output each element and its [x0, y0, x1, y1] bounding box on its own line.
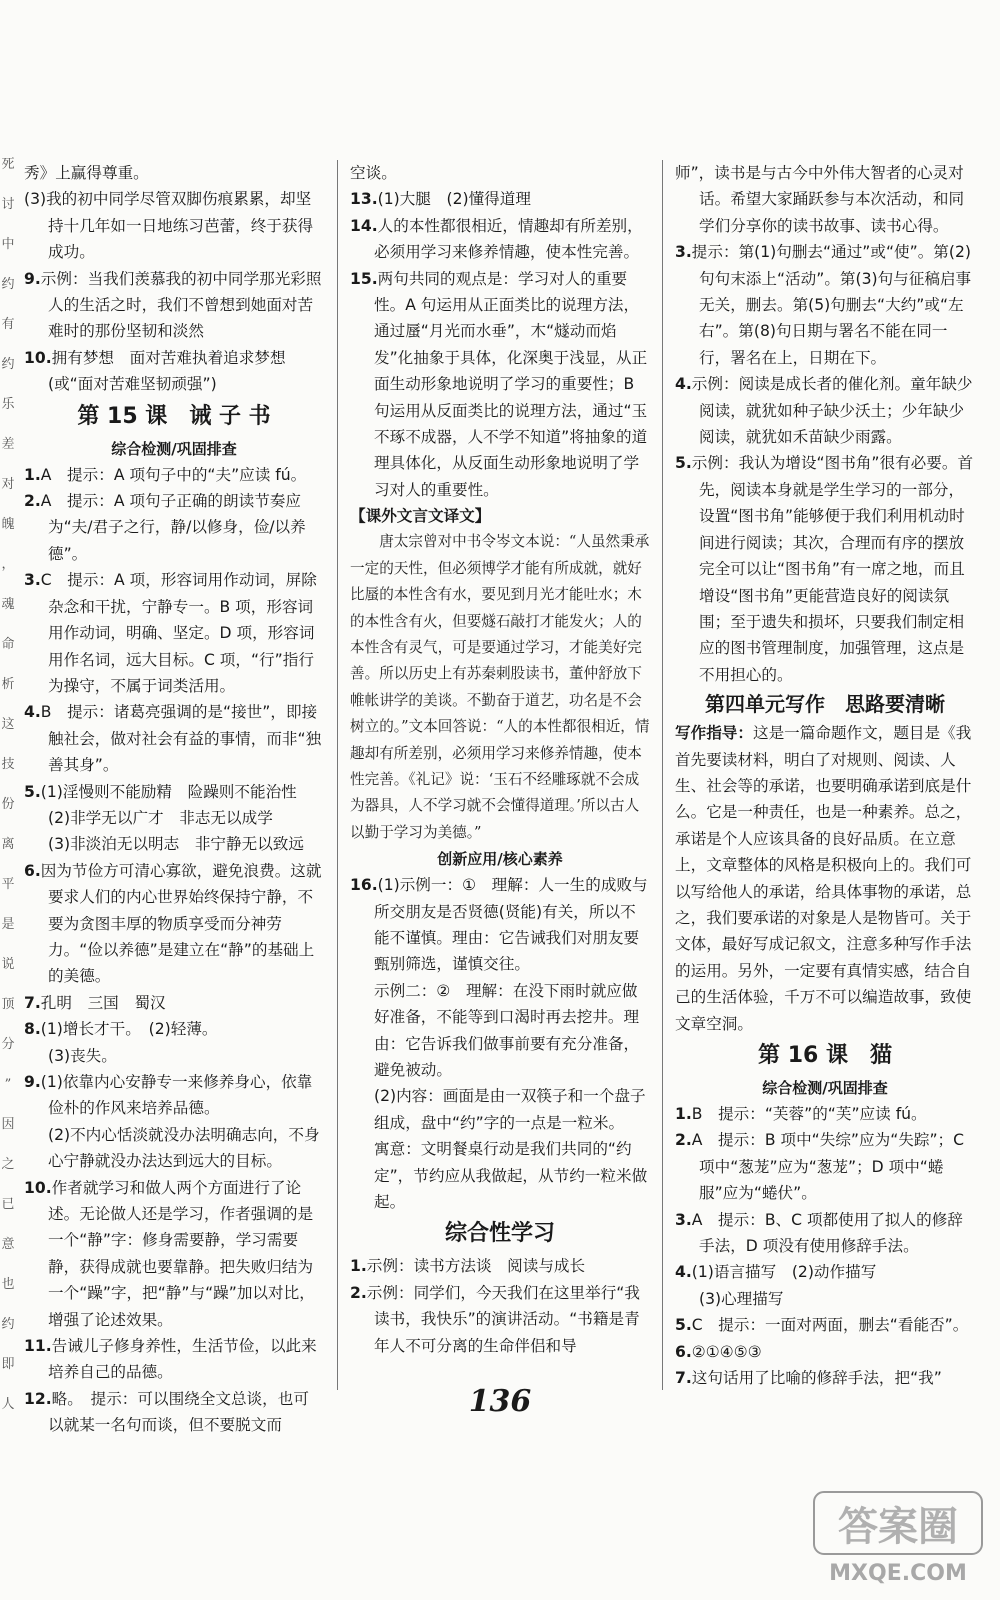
item-number: 15. [350, 269, 378, 288]
answer-item: 1.A 提示：A 项句子中的“夫”应读 fú。 [24, 465, 307, 484]
edge-char: 约 [1, 1317, 15, 1332]
answer-subitem: (3)丧失。 [48, 1046, 117, 1065]
answer-item: 5.示例：我认为增设“图书角”很有必要。首先，阅读本身就是学生学习的一部分，设置“图书角”能够便于我们利用机动时间进行阅读；其次，合理而有序的摆放完全可以让“图书角”有一席之地，而且增设“图书角”更能营造良好的阅读氛围；至于遗失和损坏，只要我们制定相应的图书管理制度，加强管理，这点是不用担心的。 [675, 454, 974, 684]
answer-item: 4.示例：阅读是成长者的催化剂。童年缺少阅读，就犹如种子缺少沃土；少年缺少阅读，就犹如禾苗缺少雨露。 [675, 375, 973, 447]
edge-char: 分 [1, 1037, 15, 1052]
edge-char: 对 [1, 477, 15, 492]
edge-char: 之 [1, 1157, 15, 1172]
answer-item: 4.B 提示：诸葛亮强调的是“接世”，即接触社会，做对社会有益的事情，而非“独善其身”。 [24, 703, 322, 775]
answer-item: 师”，读书是与古今中外伟大智者的心灵对话。希望大家踊跃参与本次活动，和同学们分享你的读书故事、读书心得。 [675, 164, 965, 235]
edge-char: 讨 [1, 197, 15, 212]
translation-text: 唐太宗曾对中书令岑文本说：“人虽然秉承一定的天性，但必须博学才能有所成就，就好比蜃的本性含有水，要见到月光才能吐水；木的本性含有火，但要燧石敲打才能发火；人的本性含有灵气，可是要通过学习，才能美好完善。所以历史上有苏秦刺股读书，董仲舒放下帷帐讲学的美谈。不勤奋于道艺，功名是不会树立的。”文本回答说：“人的本性都很相近，情趣却有所差别，必须用学习来修养情趣，使本性完善。《礼记》说：‘玉石不经雕琢就不会成为器具，人不学习就不会懂得道理。’所以古人以勤于学习为美德。” [350, 533, 650, 841]
answer-subitem: (2)不内心恬淡就没办法明确志向，不身心宁静就没办法达到远大的目标。 [48, 1125, 320, 1171]
section-heading: 综合检测/巩固排查 [762, 1079, 888, 1097]
answer-item: 11.告诫儿子修身养性，生活节俭，以此来培养自己的品德。 [24, 1337, 317, 1382]
answer-item: 13.(1)大腿 (2)懂得道理 [350, 190, 531, 209]
item-number: 9. [24, 1073, 41, 1091]
answer-item: 2.A 提示：A 项句子正确的朗读节奏应为“夫/君子之行，静/以修身，俭/以养德”。 [24, 492, 306, 563]
item-number: 5. [675, 454, 692, 473]
answer-item: 5.(1)淫慢则不能励精 险躁则不能治性 [24, 782, 297, 801]
writing-guide-label: 写作指导： [675, 724, 753, 743]
edge-char: ， [1, 557, 15, 572]
edge-char: 份 [1, 797, 15, 812]
answer-item: 4.(1)语言描写 (2)动作描写 [675, 1263, 877, 1282]
answer-item: 6.因为节俭方可清心寡欲，避免浪费。这就要求人们的内心世界始终保持宁静，不要为贪图丰厚的物质享受而分神劳力。“俭以养德”是建立在“静”的基础上的美德。 [24, 861, 322, 986]
answer-item: 9.(1)依靠内心安静专一来修养身心，依靠俭朴的作风来培养品德。 [24, 1073, 313, 1118]
edge-char: 命 [1, 637, 15, 652]
edge-char: 是 [1, 917, 15, 932]
column-divider [337, 160, 338, 1390]
answer-item: 空谈。 [350, 164, 397, 182]
answer-item: 12.略。 提示：可以围绕全文总谈，也可以就某一名句而谈，但不要脱文而 [24, 1389, 309, 1435]
answer-item: 2.示例：同学们，今天我们在这里举行“我读书，我快乐”的演讲活动。“书籍是青年人不可分离的生命伴侣和导 [350, 1283, 640, 1355]
column-middle [350, 160, 650, 1390]
watermark-sub-text: MXQE.COM [829, 1561, 967, 1586]
answer-subitem: (2)非学无以广才 非志无以成学 [48, 808, 273, 827]
item-number: 10. [24, 348, 52, 367]
answer-item: 10.拥有梦想 面对苦难执着追求梦想(或“面对苦难坚韧顽强”) [24, 348, 286, 394]
lesson-title: 第 16 课 猫 [758, 1043, 892, 1068]
answer-item: 2.A 提示：B 项中“失综”应为“失踪”；C 项中“葱茏”应为“葱茏”；D 项中“蜷服”应为“蜷伏”。 [675, 1131, 965, 1203]
item-number: 10. [24, 1178, 52, 1197]
answer-item: 14.人的本性都很相近，情趣却有所差别，必须用学习来修养情趣，使本性完善。 [350, 216, 643, 262]
item-number: 14. [350, 216, 378, 235]
answer-item: 9.示例：当我们羡慕我的初中同学那光彩照人的生活之时，我们不曾想到她面对苦难时的那份坚韧和淡然 [24, 269, 322, 341]
answer-item: 3.C 提示：A 项，形容词用作动词，屏除杂念和干扰，宁静专一。B 项，形容词用作动词，明确、坚定。D 项，形容词用作名词，远大目标。C 项，“行”指行为操守，不属于词类活用。 [24, 571, 317, 695]
answer-item: 6.②①④⑤③ [675, 1342, 762, 1361]
item-number: 16. [350, 876, 378, 895]
writing-guide: 写作指导：这是一篇命题作文，题目是《我首先要读材料，明白了对规则、阅读、人生、社会等的承诺，也要明确承诺到底是什么。它是一种责任，也是一种素养。总之，承诺是个人应该具备的良好品质。在立意上，文章整体的风格是积极向上的。我们可以写给他人的承诺，给具体事物的承诺，总之，我们要承诺的对象是人是物皆可。关于文体，最好写成记叙文，注意多种写作手法的运用。另外，一定要有真情实感，结合自己的生活体验，千万不可以编造故事，致使文章空洞。 [675, 724, 972, 1033]
answer-item: 1.示例：读书方法谈 阅读与成长 [350, 1257, 586, 1276]
item-number: 1. [675, 1105, 692, 1123]
item-number: 13. [350, 190, 378, 209]
item-number: 3. [675, 243, 692, 262]
answer-item: 16.(1)示例一：① 理解：人一生的成败与所交朋友是否贤德(贤能)有关，所以不能不谨慎。理由：它告诫我们对朋友要甄别筛选，谨慎交往。 [350, 876, 648, 974]
item-number: 1. [24, 465, 41, 484]
edge-char: 有 [1, 317, 15, 332]
item-number: 9. [24, 269, 41, 288]
edge-char: 约 [1, 277, 15, 292]
answer-subitem: (2)内容：画面是由一双筷子和一个盘子组成，盘中“约”字的一点是一粒米。 [374, 1087, 646, 1132]
answer-item: 8.(1)增长才干。 (2)轻薄。 [24, 1020, 218, 1039]
edge-char: 说 [1, 957, 15, 972]
item-number: 8. [24, 1020, 41, 1039]
item-number: 2. [350, 1283, 367, 1302]
section-heading: 创新应用/核心素养 [437, 850, 563, 869]
item-number: 7. [24, 993, 41, 1012]
answer-item: 3.提示：第(1)句删去“通过”或“使”。第(2)句句末添上“活动”。第(3)句与征稿启事无关，删去。第(5)句删去“大约”或“左右”。第(8)句日期与署名不能在同一行，署名在上，日期在下。 [675, 243, 972, 367]
item-number: 1. [350, 1257, 367, 1276]
answer-item: 7.这句话用了比喻的修辞手法，把“我” [675, 1369, 942, 1388]
answer-item: (3)我的初中同学尽管双脚伤痕累累，却坚持十几年如一日地练习芭蕾，终于获得成功。 [24, 190, 314, 262]
item-number: 5. [675, 1316, 692, 1335]
column-right [675, 160, 975, 1390]
unit-writing-title: 第四单元写作 思路要清晰 [705, 692, 945, 717]
lesson-title: 第 15 课 诫 子 书 [77, 403, 271, 429]
edge-char: 约 [1, 357, 15, 372]
item-number: 11. [24, 1337, 52, 1356]
answer-subitem: 寓意：文明餐桌行动是我们共同的“约定”，节约应从我做起，从节约一粒米做起。 [374, 1140, 648, 1212]
edge-char: 魄 [1, 517, 15, 532]
left-edge-text [0, 145, 16, 1415]
edge-char: 差 [1, 437, 15, 452]
edge-char: 离 [1, 837, 15, 852]
item-number: 4. [675, 1263, 692, 1282]
answer-item: 7.孔明 三国 蜀汉 [24, 993, 166, 1012]
edge-char: 也 [1, 1277, 15, 1292]
edge-char: 乐 [1, 397, 15, 412]
answer-item: 10.作者就学习和做人两个方面进行了论述。无论做人还是学习，作者强调的是一个“静”字：修身需要静，学习需要静，获得成就也要靠静。把失败归结为一个“躁”字，把“静”与“躁”加以对比，增强了论述效果。 [24, 1178, 315, 1329]
answer-subitem: 示例二：② 理解：在没下雨时就应做好准备，不能等到口渴时再去挖井。理由：它告诉我们做事前要有充分准备，避免被动。 [374, 981, 640, 1079]
edge-char: 这 [1, 717, 15, 732]
edge-char: 析 [1, 677, 15, 692]
watermark-main-text: 答案圈 [838, 1504, 958, 1550]
answer-subitem: (3)非淡泊无以明志 非宁静无以致远 [48, 835, 304, 854]
item-number: 12. [24, 1389, 52, 1408]
translation-heading: 【课外文言文译文】 [350, 507, 491, 526]
answer-item: 秀》上赢得尊重。 [24, 164, 149, 182]
column-left [24, 160, 324, 1435]
item-number: 3. [24, 571, 41, 590]
item-number: 6. [675, 1342, 692, 1361]
edge-char: 人 [1, 1397, 15, 1412]
watermark-logo [808, 1482, 988, 1590]
answer-subitem: (3)心理描写 [699, 1289, 784, 1308]
item-number: 6. [24, 861, 41, 880]
edge-char: 顶 [1, 997, 15, 1012]
answer-item: 15.两句共同的观点是：学习对人的重要性。A 句运用从正面类比的说理方法，通过蜃“月光而水垂”，木“燧动而焰发”化抽象于具体，化深奥于浅显，从正面生动形象地说明了学习的重要性；B 句运用从反面类比的说理方法，通过“玉不琢不成器，人不学不知道”将抽象的道理具体化，从反面生动形象地说明了学习对人的重要性。 [350, 269, 648, 499]
item-number: 7. [675, 1369, 692, 1388]
section-heading: 综合检测/巩固排查 [111, 439, 237, 458]
edge-char: 意 [1, 1237, 15, 1252]
edge-char: 魂 [1, 597, 15, 612]
item-number: 4. [24, 703, 41, 722]
item-number: 5. [24, 782, 41, 801]
edge-char: 死 [1, 157, 15, 172]
lesson-title: 综合性学习 [444, 1221, 555, 1247]
edge-char: 中 [1, 237, 15, 252]
edge-char: 平 [1, 877, 15, 892]
edge-char: ” [4, 1077, 12, 1092]
item-number: 2. [675, 1131, 692, 1150]
answer-item: 1.B 提示：“芙蓉”的“芙”应读 fú。 [675, 1105, 927, 1123]
edge-char: 即 [1, 1357, 15, 1372]
answer-item: 5.C 提示：一面对两面，删去“看能否”。 [675, 1316, 969, 1335]
item-number: 2. [24, 492, 41, 511]
item-number: 3. [675, 1210, 692, 1229]
column-divider [662, 160, 663, 1390]
page-number: 136 [468, 1384, 532, 1419]
edge-char: 已 [1, 1197, 15, 1212]
item-number: 4. [675, 375, 692, 394]
edge-char: 技 [1, 757, 15, 772]
edge-char: 因 [1, 1117, 15, 1132]
answer-item: 3.A 提示：B、C 项都使用了拟人的修辞手法，D 项没有使用修辞手法。 [675, 1210, 963, 1256]
